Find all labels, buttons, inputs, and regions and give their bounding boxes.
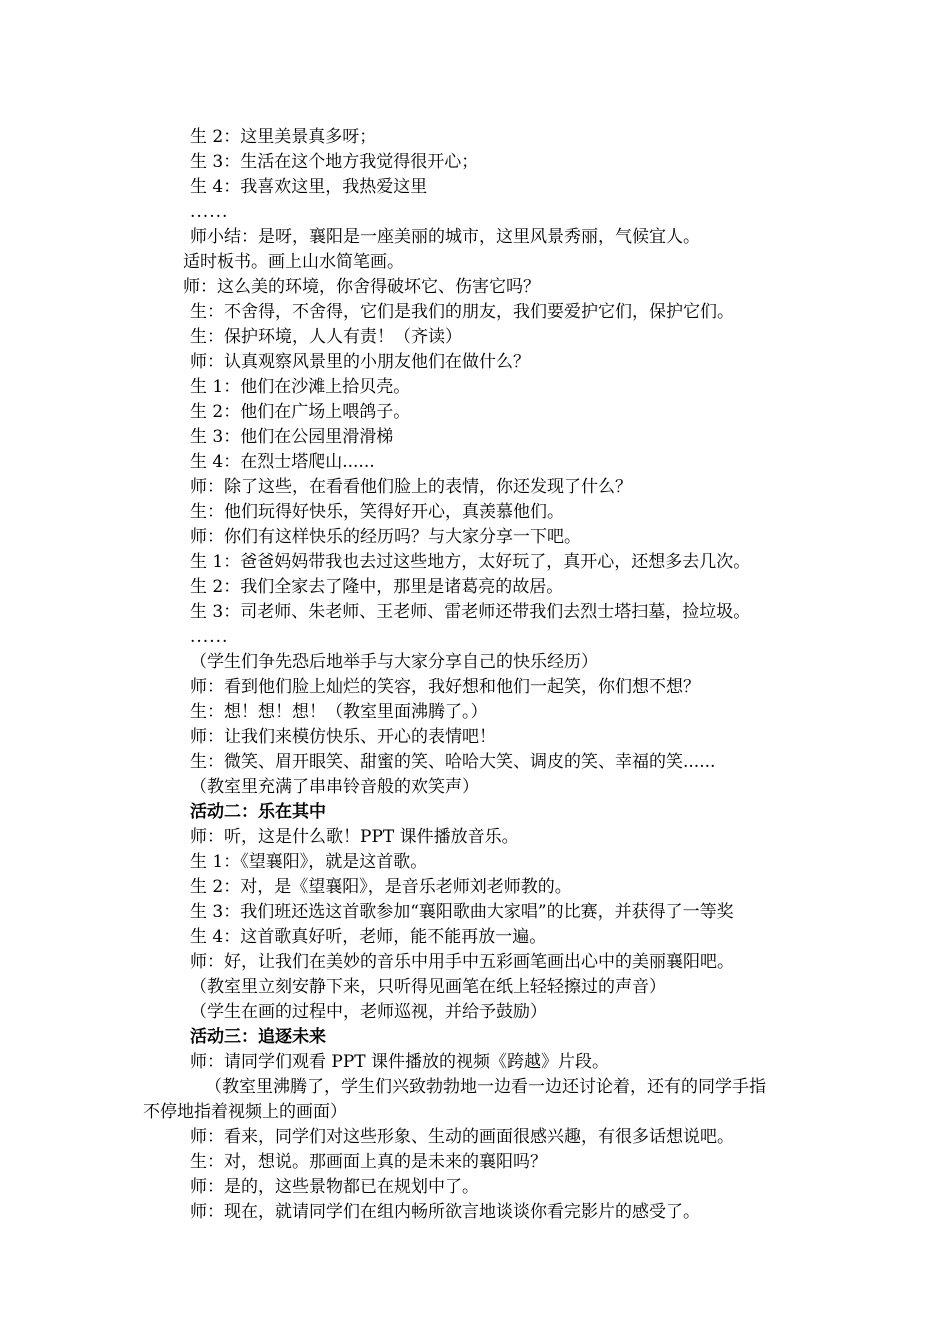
text-line: 师：你们有这样快乐的经历吗？与大家分享一下吧。 [190,527,581,547]
text-line: （学生们争先恐后地举手与大家分享自己的快乐经历） [190,652,598,672]
text-line: （学生在画的过程中，老师巡视，并给予鼓励） [190,1002,547,1022]
text-line: 师：是的，这些景物都已在规划中了。 [190,1177,479,1197]
text-line: 师小结：是呀，襄阳是一座美丽的城市，这里风景秀丽，气候宜人。 [190,227,700,247]
text-line: 生 3：司老师、朱老师、王老师、雷老师还带我们去烈士塔扫墓，捡垃圾。 [190,602,751,622]
text-line: 生：保护环境，人人有责！（齐读） [190,327,462,347]
text-line: 生 1：他们在沙滩上拾贝壳。 [190,377,411,397]
text-line: （教室里沸腾了，学生们兴致勃勃地一边看一边还讨论着，还有的同学手指 [205,1077,766,1097]
text-line: 师：除了这些，在看看他们脸上的表情，你还发现了什么？ [190,477,632,497]
text-line: 生 2：这里美景真多呀； [190,127,377,147]
text-line: 师：请同学们观看 PPT 课件播放的视频《跨越》片段。 [190,1052,610,1072]
text-line: 生 3：生活在这个地方我觉得很开心； [190,152,479,172]
text-line: 生 2：他们在广场上喂鸽子。 [190,402,411,422]
text-line: 生：想！想！想！（教室里面沸腾了。） [190,702,488,722]
text-line: 生 1：《望襄阳》，就是这首歌。 [190,852,428,872]
text-line: 师：听，这是什么歌！PPT 课件播放音乐。 [190,827,519,847]
text-line: 师：好，让我们在美妙的音乐中用手中五彩画笔画出心中的美丽襄阳吧。 [190,952,734,972]
text-line: 师：这么美的环境，你舍得破坏它、伤害它吗？ [183,277,540,297]
text-line: 生：他们玩得好快乐，笑得好开心，真羡慕他们。 [190,502,564,522]
text-line: 生：对，想说。那画面上真的是未来的襄阳吗？ [190,1152,547,1172]
text-line: 生 4：在烈士塔爬山...... [190,452,375,472]
text-line: 生 2：我们全家去了隆中，那里是诸葛亮的故居。 [190,577,564,597]
text-line: 生 4：我喜欢这里，我热爱这里 [190,177,428,197]
text-line: 生 3：我们班还选这首歌参加“襄阳歌曲大家唱”的比赛，并获得了一等奖 [190,902,734,922]
text-line: 师：现在，就请同学们在组内畅所欲言地谈谈你看完影片的感受了。 [190,1202,700,1222]
section-heading: 活动二：乐在其中 [190,802,326,822]
text-line: 生 2：对，是《望襄阳》，是音乐老师刘老师教的。 [190,877,572,897]
text-line: 生：微笑、眉开眼笑、甜蜜的笑、哈哈大笑、调皮的笑、幸福的笑...... [190,752,716,772]
section-heading: 活动三：追逐未来 [190,1027,326,1047]
text-line: 生：不舍得，不舍得，它们是我们的朋友，我们要爱护它们，保护它们。 [190,302,734,322]
text-line: 师：认真观察风景里的小朋友他们在做什么？ [190,352,530,372]
text-line: 适时板书。画上山水简笔画。 [183,252,404,272]
text-line: ...... [190,202,229,222]
text-line: 生 4：这首歌真好听，老师，能不能再放一遍。 [190,927,547,947]
text-line: 师：看到他们脸上灿烂的笑容，我好想和他们一起笑，你们想不想？ [190,677,700,697]
text-line: （教室里充满了串串铃音般的欢笑声） [190,777,479,797]
text-line: 生 3：他们在公园里滑滑梯 [190,427,394,447]
text-line: 师：让我们来模仿快乐、开心的表情吧！ [190,727,496,747]
text-line: ...... [190,627,229,647]
text-line: 师：看来，同学们对这些形象、生动的画面很感兴趣，有很多话想说吧。 [190,1127,734,1147]
text-line: 生 1：爸爸妈妈带我也去过这些地方，太好玩了，真开心，还想多去几次。 [190,552,751,572]
text-line: （教室里立刻安静下来，只听得见画笔在纸上轻轻擦过的声音） [190,977,666,997]
text-line: 不停地指着视频上的画面） [143,1102,347,1122]
